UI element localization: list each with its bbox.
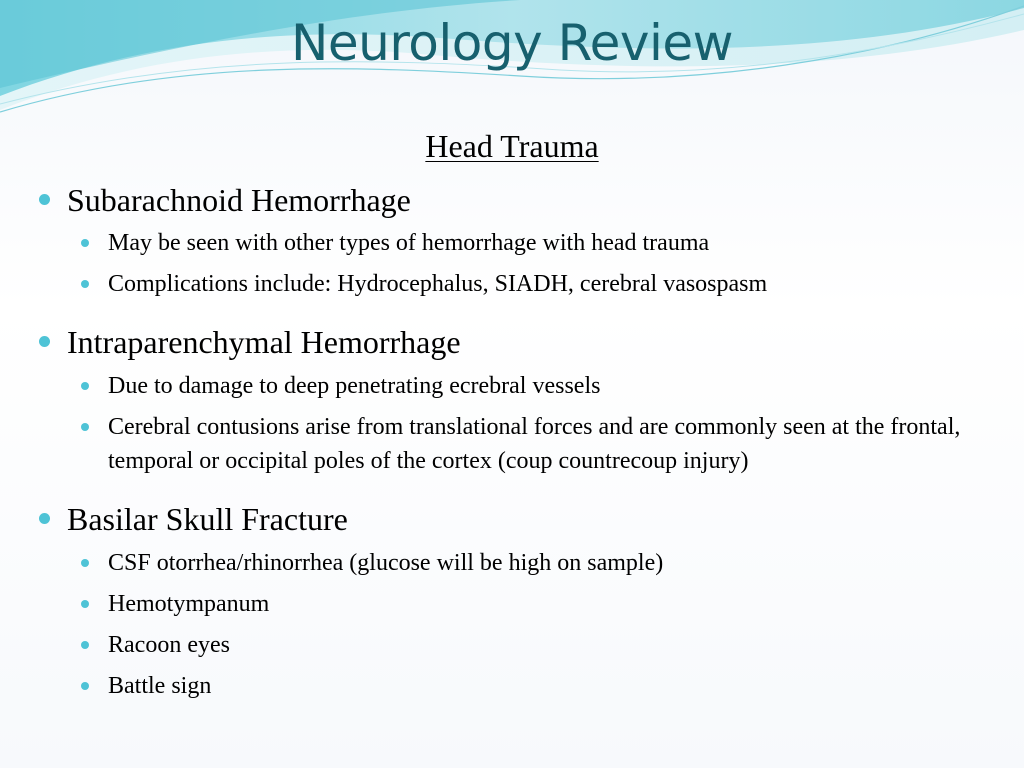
list-item (108, 628, 964, 662)
bullet-icon (81, 682, 89, 690)
bullet-icon (39, 194, 50, 205)
bullet-icon (39, 336, 50, 347)
list-item-text: Cerebral contusions arise from translational forces and are commonly seen at the frontal, temporal or occipital poles of the cortex (coup countrecoup injury) (108, 414, 961, 474)
section-heading (67, 499, 1024, 539)
list-item-text: Battle sign (108, 673, 212, 699)
list-item (108, 669, 964, 703)
section-heading-text: Subarachnoid Hemorrhage (67, 182, 411, 218)
bullet-icon (81, 382, 89, 390)
bullet-icon (81, 641, 89, 649)
bullet-icon (81, 280, 89, 288)
list-item (108, 410, 964, 478)
list-item-text: CSF otorrhea/rhinorrhea (glucose will be high on sample) (108, 550, 664, 576)
list-item-text: May be seen with other types of hemorrhage with head trauma (108, 230, 710, 256)
list-item (108, 267, 964, 301)
bullet-icon (81, 559, 89, 567)
section-heading (67, 322, 1024, 362)
bullet-list (0, 180, 1024, 703)
list-item (108, 369, 964, 403)
slide-subtitle: Head Trauma (425, 128, 599, 164)
bullet-icon (81, 423, 89, 431)
section-heading-text: Basilar Skull Fracture (67, 501, 348, 537)
list-item-text: Complications include: Hydrocephalus, SIADH, cerebral vasospasm (108, 271, 768, 297)
list-item (108, 546, 964, 580)
bullet-icon (39, 513, 50, 524)
list-item (108, 226, 964, 260)
slide-title: Neurology Review (291, 14, 733, 72)
list-item-text: Due to damage to deep penetrating ecrebral vessels (108, 373, 601, 399)
bullet-icon (81, 239, 89, 247)
list-item-text: Hemotympanum (108, 591, 270, 617)
section-heading (67, 180, 1024, 220)
list-item (108, 587, 964, 621)
list-item-text: Racoon eyes (108, 632, 230, 658)
section-heading-text: Intraparenchymal Hemorrhage (67, 324, 461, 360)
bullet-icon (81, 600, 89, 608)
